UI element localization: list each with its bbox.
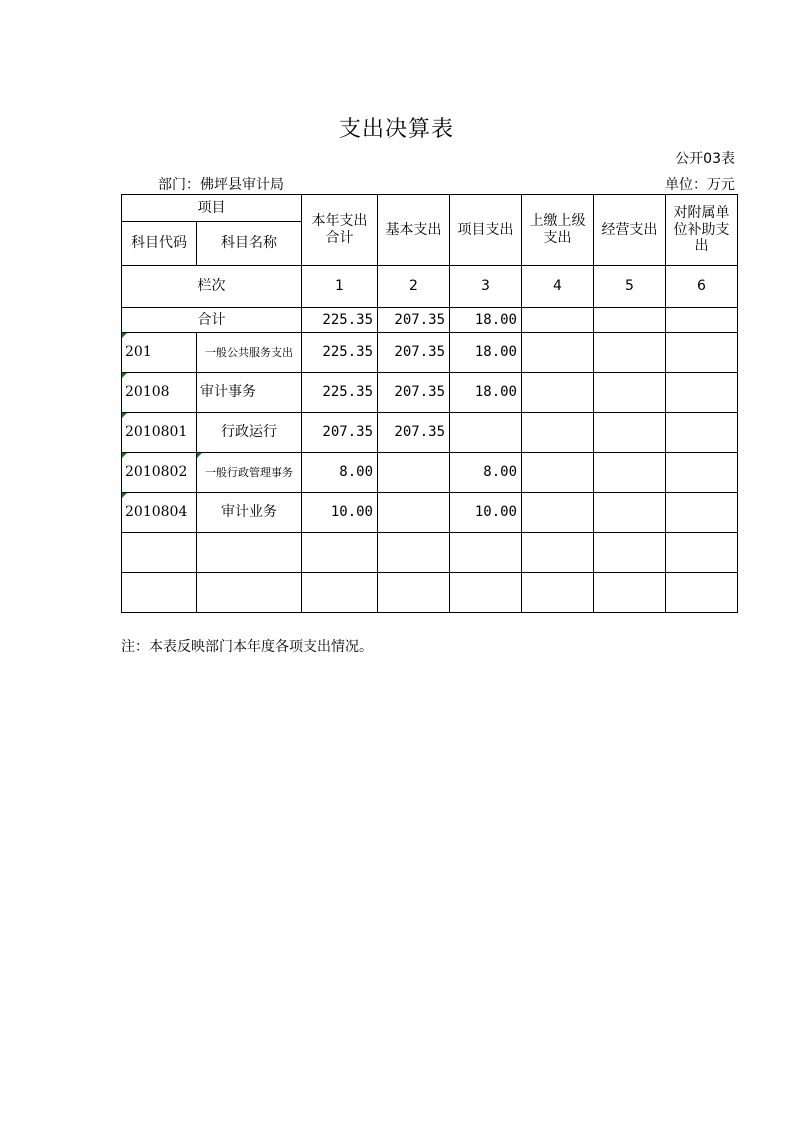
- lanci-cell: 5: [594, 266, 666, 308]
- blank-row: [122, 573, 738, 613]
- cell-basic: [378, 453, 450, 493]
- department-label: 部门：佛坪县审计局: [158, 177, 284, 193]
- table-row: [122, 333, 738, 373]
- lanci-cell: 4: [522, 266, 594, 308]
- table-row: [122, 413, 738, 453]
- subject-name: 行政运行: [197, 413, 302, 453]
- cell-upper: [522, 373, 594, 413]
- lanci-cell: 1: [302, 266, 378, 308]
- cell-total: 225.35: [302, 333, 378, 373]
- subject-name: 一般公共服务支出: [197, 333, 302, 373]
- cell-total: 8.00: [302, 453, 378, 493]
- header-project: 项目支出: [450, 195, 522, 266]
- subject-name: 审计业务: [197, 493, 302, 533]
- header-item: 项目: [122, 195, 302, 222]
- header-name: 科目名称: [197, 222, 302, 266]
- expenditure-table: [121, 194, 738, 613]
- subject-name: 一般行政管理事务: [197, 453, 302, 493]
- cell-business: [594, 333, 666, 373]
- subject-code: 201: [122, 333, 197, 373]
- sum-total: 225.35: [302, 308, 378, 333]
- header-upper: 上缴上级支出: [522, 195, 594, 266]
- subject-code: 2010801: [122, 413, 197, 453]
- cell-subsidy: [666, 413, 738, 453]
- cell-basic: [378, 493, 450, 533]
- cell-business: [594, 413, 666, 453]
- subject-code: 2010802: [122, 453, 197, 493]
- blank-row: [122, 533, 738, 573]
- cell-subsidy: [666, 453, 738, 493]
- table-row: [122, 453, 738, 493]
- lanci-cell: 2: [378, 266, 450, 308]
- cell-basic: 207.35: [378, 373, 450, 413]
- cell-upper: [522, 493, 594, 533]
- table-note: 注：本表反映部门本年度各项支出情况。: [121, 639, 373, 655]
- cell-basic: 207.35: [378, 333, 450, 373]
- subject-code: 2010804: [122, 493, 197, 533]
- cell-basic: 207.35: [378, 413, 450, 453]
- lanci-cell: 3: [450, 266, 522, 308]
- sum-label: 合计: [122, 308, 302, 333]
- lanci-cell: 6: [666, 266, 738, 308]
- cell-subsidy: [666, 373, 738, 413]
- cell-total: 207.35: [302, 413, 378, 453]
- cell-total: 225.35: [302, 373, 378, 413]
- page-title: 支出决算表: [338, 117, 454, 142]
- sum-basic: 207.35: [378, 308, 450, 333]
- subject-code: 20108: [122, 373, 197, 413]
- header-basic: 基本支出: [378, 195, 450, 266]
- cell-project: 18.00: [450, 333, 522, 373]
- cell-project: [450, 413, 522, 453]
- cell-upper: [522, 413, 594, 453]
- cell-project: 18.00: [450, 373, 522, 413]
- table-row: [122, 373, 738, 413]
- cell-total: 10.00: [302, 493, 378, 533]
- form-number: 公开03表: [675, 151, 735, 167]
- cell-project: 8.00: [450, 453, 522, 493]
- header-subsidy: 对附属单位补助支出: [666, 195, 738, 266]
- sum-upper: [522, 308, 594, 333]
- cell-project: 10.00: [450, 493, 522, 533]
- lanci-label: 栏次: [122, 266, 302, 308]
- cell-business: [594, 453, 666, 493]
- sum-subsidy: [666, 308, 738, 333]
- header-business: 经营支出: [594, 195, 666, 266]
- table-row: [122, 493, 738, 533]
- subject-name: 审计事务: [197, 373, 302, 413]
- cell-business: [594, 493, 666, 533]
- sum-project: 18.00: [450, 308, 522, 333]
- header-total: 本年支出合计: [302, 195, 378, 266]
- unit-label: 单位：万元: [665, 177, 735, 193]
- cell-upper: [522, 453, 594, 493]
- header-code: 科目代码: [122, 222, 197, 266]
- cell-subsidy: [666, 333, 738, 373]
- cell-upper: [522, 333, 594, 373]
- sum-business: [594, 308, 666, 333]
- cell-subsidy: [666, 493, 738, 533]
- cell-business: [594, 373, 666, 413]
